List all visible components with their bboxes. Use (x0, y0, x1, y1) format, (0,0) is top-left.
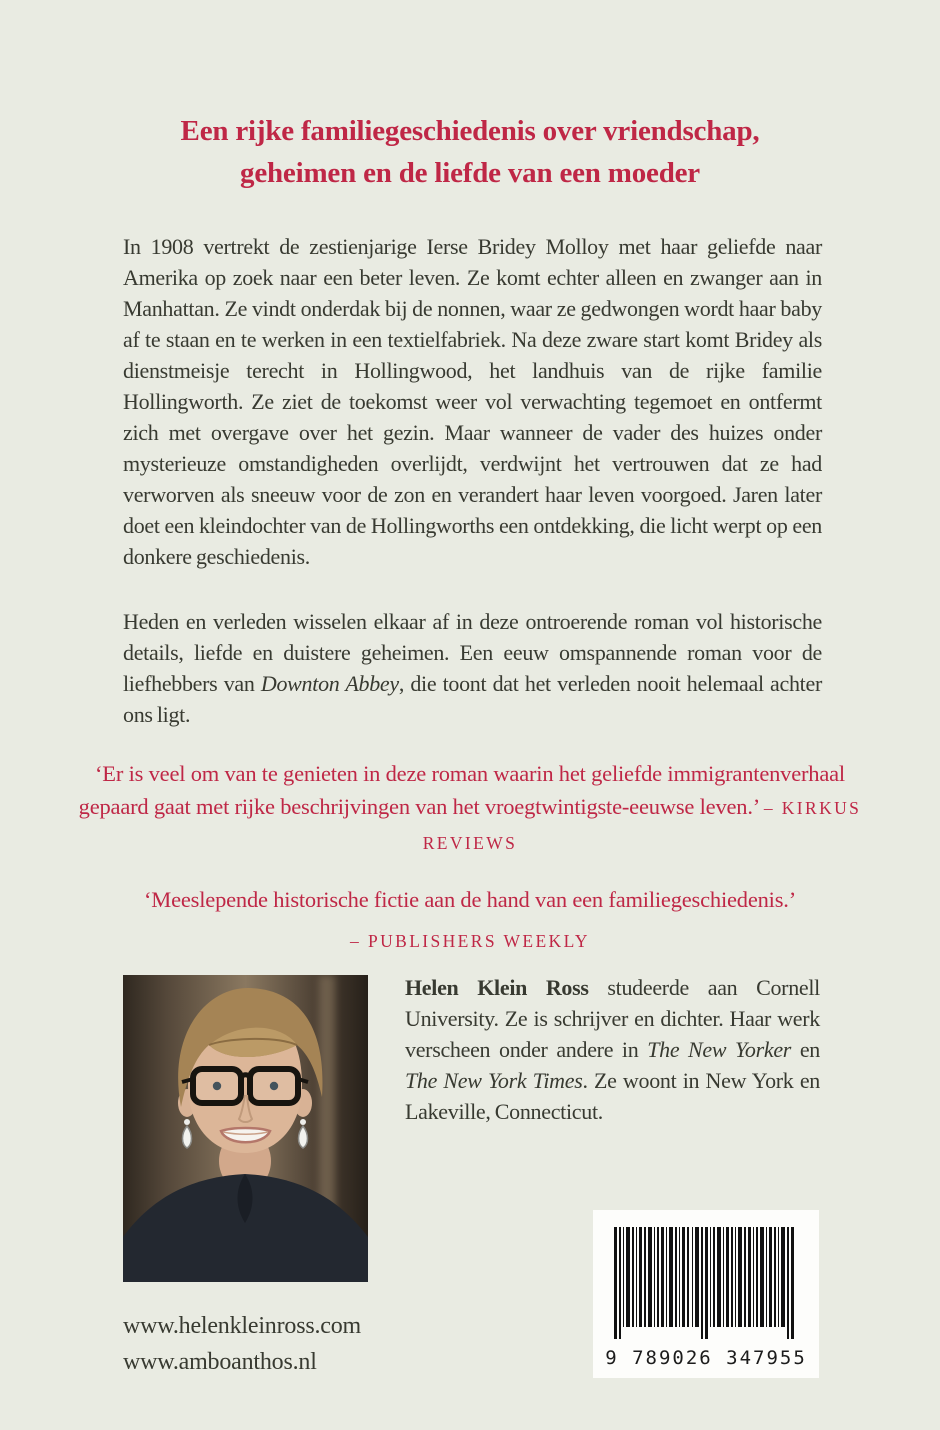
bio-text-3: . Ze woont in New York en Lakeville, Connecticut. (405, 1068, 820, 1124)
synopsis-p2-text-end: , die toont dat het verleden nooit helemaal achter ons ligt. (123, 671, 822, 727)
bio-text-2: en (791, 1037, 820, 1062)
kirkus-quote: ‘Er is veel om van te genieten in deze roman waarin het geliefde immigrantenverhaal gepaard gaat met rijke beschrijvingen van het vroegtwintigste-eeuwse leven.’ (78, 761, 845, 819)
new-yorker-title: The New Yorker (647, 1037, 792, 1062)
kirkus-attribution: – KIRKUS REVIEWS (422, 798, 862, 853)
publisher-website-url: www.amboanthos.nl (123, 1349, 317, 1375)
barcode (593, 1210, 819, 1378)
headline-line1: Een rijke familiegeschiedenis over vriendschap, (180, 115, 760, 147)
synopsis-paragraph-2 (123, 606, 822, 730)
author-website-url: www.helenkleinross.com (123, 1313, 361, 1339)
author-photo (123, 975, 368, 1282)
publishers-weekly-quote: ‘Meeslepende historische fictie aan de hand van een familiegeschiedenis.’ (144, 887, 796, 912)
barcode-bars (614, 1227, 798, 1345)
ny-times-title: The New York Times (405, 1068, 583, 1093)
synopsis-p2-text: Heden en verleden wisselen elkaar af in deze ontroerende roman vol historische details, liefde en duistere geheimen. Een eeuw omspannende roman voor de liefhebbers van (123, 609, 822, 696)
bio-text-1: studeerde aan Cornell University. Ze is schrijver en dichter. Haar werk verscheen onder andere in (405, 975, 820, 1062)
headline-line2: geheimen en de liefde van een moeder (240, 157, 700, 189)
publishers-weekly-attribution: – PUBLISHERS WEEKLY (350, 931, 590, 951)
review-publishers-weekly (70, 883, 870, 958)
websites (123, 1308, 361, 1380)
headline (50, 110, 890, 194)
author-bio (405, 972, 820, 1127)
author-name: Helen Klein Ross (405, 975, 589, 1000)
isbn-number: 9 789026 347955 (605, 1347, 807, 1369)
downton-abbey-title: Downton Abbey (260, 671, 399, 696)
synopsis-paragraph-1: In 1908 vertrekt de zestienjarige Ierse Bridey Molloy met haar geliefde naar Amerika op zoek naar een beter leven. Ze komt echter alleen en zwanger aan in Manhattan. Ze vindt onderdak bij de nonnen, waar ze gedwongen wordt haar baby af te staan en te werken in een textielfabriek. Na deze zware start komt Bridey als dienstmeisje terecht in Hollingwood, het landhuis van de rijke familie Hollingworth. Ze ziet de toekomst weer vol verwachting tegemoet en ontfermt zich met overgave over het gezin. Maar wanneer de vader des huizes onder mysterieuze omstandigheden overlijdt, verdwijnt het vertrouwen dat ze had verworven als sneeuw voor de zon en verandert haar leven voorgoed. Jaren later doet een kleindochter van de Hollingworths een ontdekking, die licht werpt op een donkere geschiedenis. (123, 234, 822, 569)
review-kirkus (70, 757, 870, 860)
